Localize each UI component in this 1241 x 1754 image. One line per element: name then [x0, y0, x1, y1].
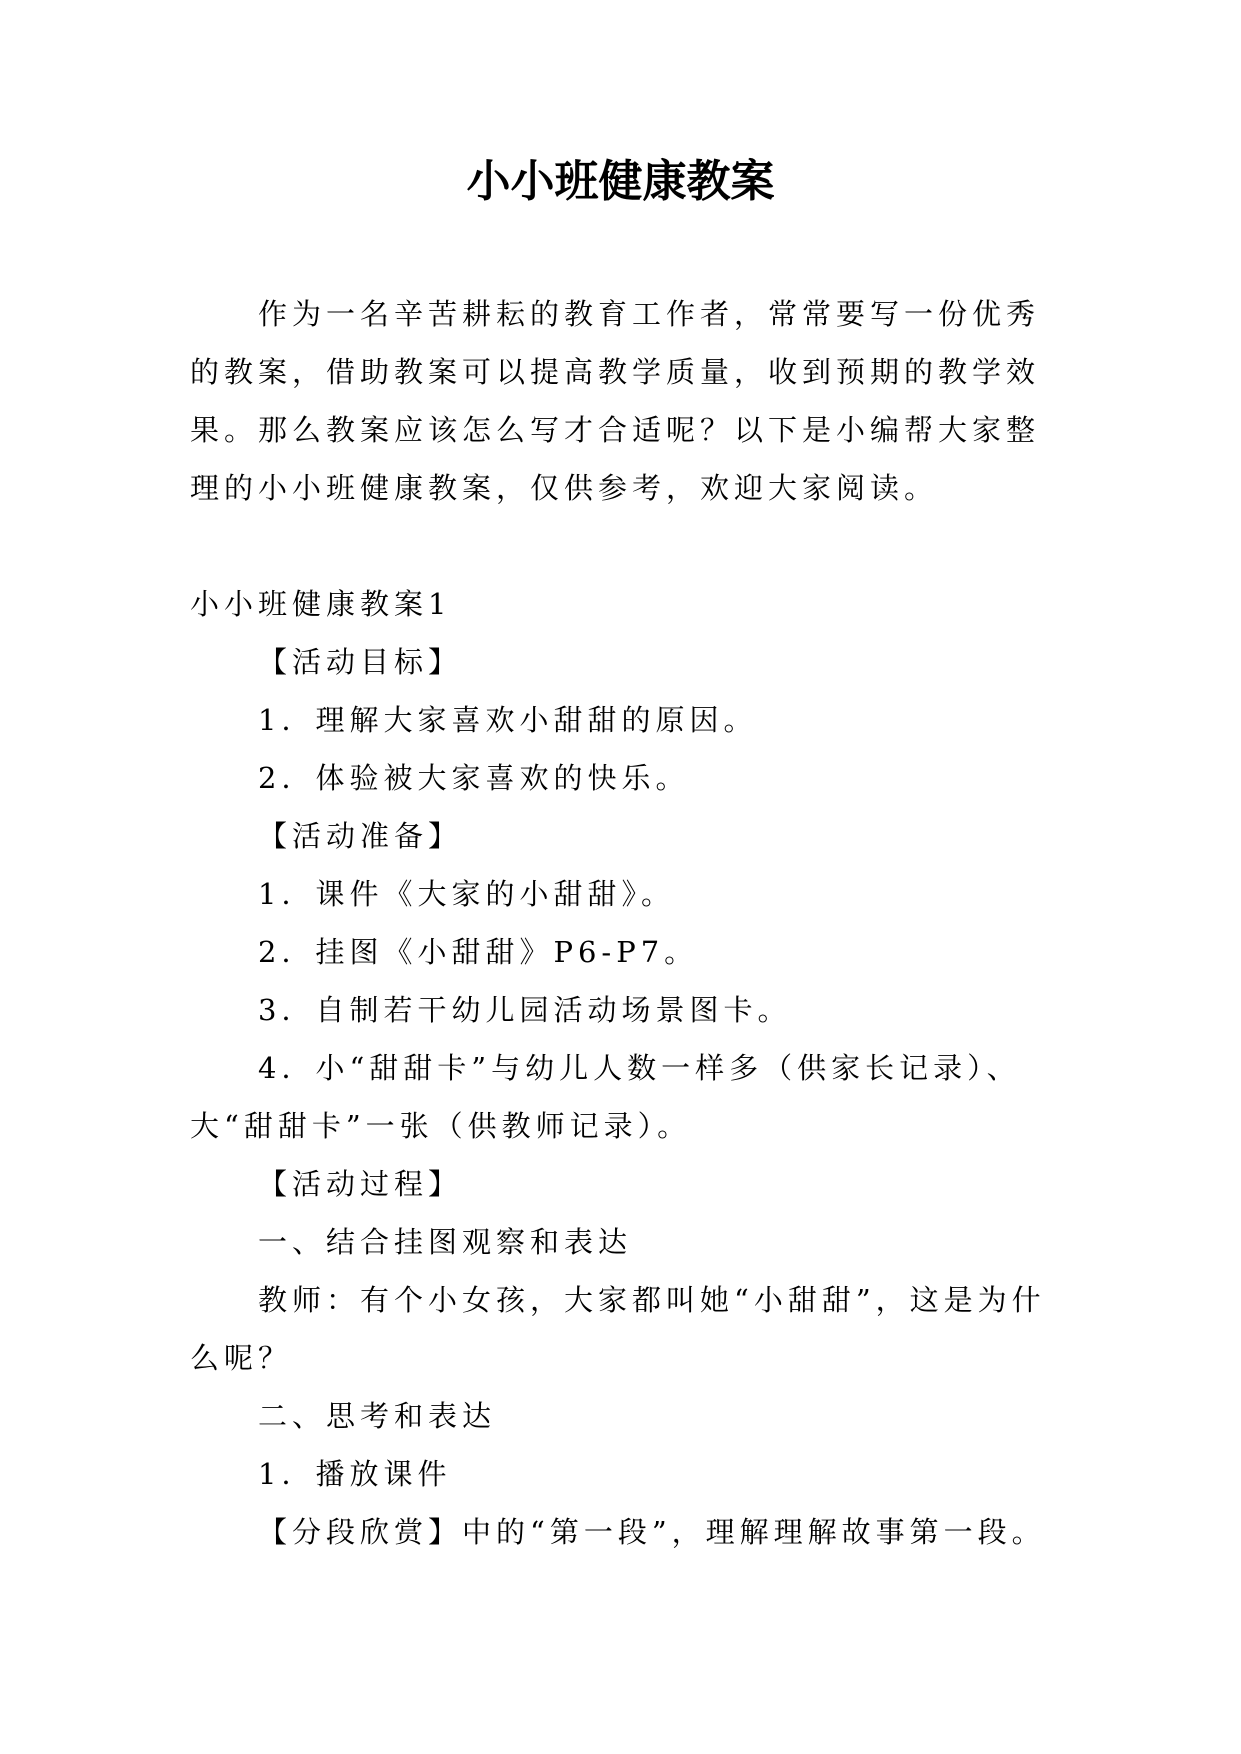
- process-step-2: 二、思考和表达: [258, 1399, 497, 1433]
- section-heading: 小小班健康教案1: [190, 587, 452, 621]
- preparation-item-1: 1．课件《大家的小甜甜》。: [258, 877, 675, 911]
- segment-appreciation: 【分段欣赏】中的“第一段”，理解理解故事第一段。: [258, 1515, 1046, 1549]
- preparation-item-3: 3．自制若干幼儿园活动场景图卡。: [258, 993, 792, 1027]
- intro-paragraph: 作为一名辛苦耕耘的教育工作者，常常要写一份优秀的教案，借助教案可以提高教学质量，收到预期的教学效果。那么教案应该怎么写才合适呢？以下是小编帮大家整理的小小班健康教案，仅供参考，欢迎大家阅读。: [190, 297, 1041, 505]
- goal-item-2: 2．体验被大家喜欢的快乐。: [258, 761, 690, 795]
- heading-activity-process: 【活动过程】: [258, 1167, 463, 1201]
- document-title: 小小班健康教案: [466, 156, 775, 207]
- paragraph-spacer: [190, 517, 1070, 575]
- teacher-question: 教师：有个小女孩，大家都叫她“小甜甜”，这是为什么呢？: [190, 1283, 1046, 1375]
- document-body: [190, 285, 1070, 1561]
- preparation-item-4: 4．小“甜甜卡”与幼儿人数一样多（供家长记录）、大“甜甜卡”一张（供教师记录）。: [190, 1051, 1021, 1143]
- process-substep-1: 1．播放课件: [258, 1457, 452, 1491]
- heading-activity-preparation: 【活动准备】: [258, 819, 463, 853]
- process-step-1: 一、结合挂图观察和表达: [258, 1225, 633, 1259]
- goal-item-1: 1．理解大家喜欢小甜甜的原因。: [258, 703, 758, 737]
- heading-activity-goals: 【活动目标】: [258, 645, 463, 679]
- preparation-item-2: 2．挂图《小甜甜》P6-P7。: [258, 935, 699, 969]
